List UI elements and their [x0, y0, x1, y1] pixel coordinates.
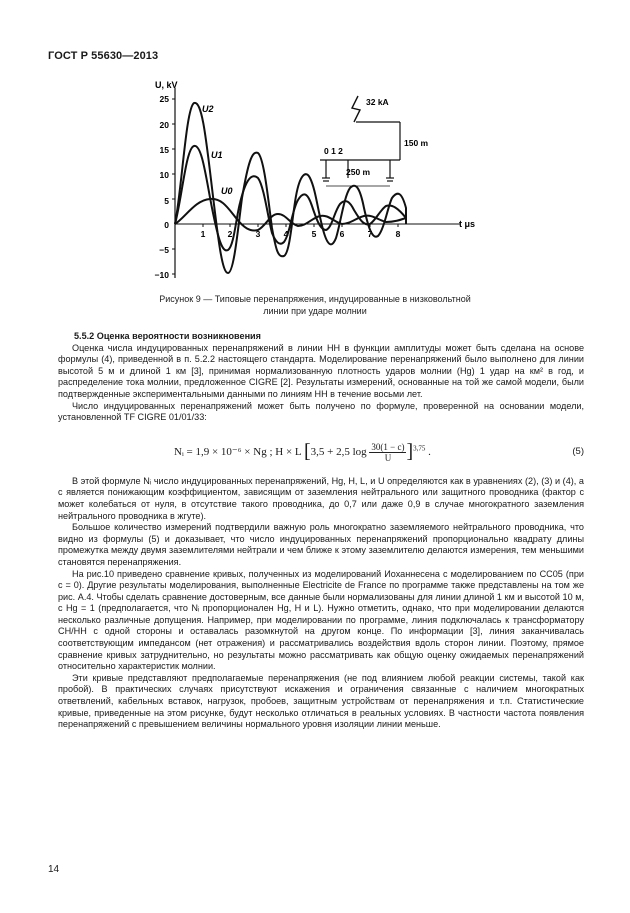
waveform-plot	[120, 78, 480, 283]
document-header: ГОСТ Р 55630—2013	[48, 50, 159, 62]
x-tick: 4	[283, 229, 289, 239]
y-tick: −5	[159, 245, 169, 255]
inset-distance-label: 250 m	[346, 167, 371, 177]
x-tick: 1	[200, 229, 206, 239]
inset-nodes-label: 0 1 2	[324, 146, 343, 156]
x-axis-label: t μs	[459, 219, 476, 229]
curve-label-u0: U0	[221, 186, 233, 196]
equation-fraction	[369, 442, 406, 463]
section-heading: 5.5.2 Оценка вероятности возникновения	[74, 331, 261, 341]
x-tick: 6	[339, 229, 345, 239]
fraction-numerator: 30(1 − c)	[371, 441, 405, 452]
page-number: 14	[48, 864, 60, 875]
paragraph: Эти кривые представляют предполагаемые перенапряжения (не под влиянием любой реакции системы, такой как пробой). В практических случаях присутствуют искажения и ограничения связанные с наличием многократных ответвлений, кабельных вставок, нагрузок, пробоев, защитным устройствам от перенапряжения и т.п. Статистические кривые, приведенные на этом рисунке, будут несколько отличаться в реальных условиях. В частности частота появления перенапряжений с превышением величины нормального уровня изоляции линии меньше.	[58, 672, 584, 730]
voltage-waveform-figure	[120, 78, 480, 283]
fraction-denominator: U	[384, 452, 392, 463]
equation-bracket-body: 3,5 + 2,5 log	[310, 445, 367, 458]
y-tick: 15	[159, 145, 169, 155]
y-axis-label: U, kV	[155, 80, 178, 90]
x-tick: 5	[311, 229, 317, 239]
x-tick: 7	[367, 229, 373, 239]
inset-height-label: 150 m	[404, 138, 429, 148]
caption-line: Рисунок 9 — Типовые перенапряжения, индуцированные в низковольтной	[159, 294, 471, 304]
equation-exponent: 3,75	[413, 444, 426, 453]
curve-label-u2: U2	[202, 104, 214, 114]
y-tick: 10	[159, 170, 169, 180]
x-tick: 2	[227, 229, 233, 239]
y-tick: −10	[154, 270, 169, 280]
paragraph: Большое количество измерений подтвердили важную роль многократно заземляемого нейтрального проводника, что видно из формулы (5) и доказывает, что число индуцированных перенапряжений пропорционально квадрату длины промежутка между двумя заземлителями нейтрали и чем ближе к этому заземлителю делаются измерения, тем меньшими становятся перенапряжения.	[58, 522, 584, 567]
figure-caption	[90, 293, 540, 317]
x-tick: 3	[255, 229, 261, 239]
equation-left: Nᵢ = 1,9 × 10⁻⁶ × Ng ; H × L	[174, 445, 302, 458]
y-tick: 0	[164, 220, 169, 230]
equation-number: (5)	[572, 445, 584, 457]
x-tick: 8	[395, 229, 401, 239]
curve-label-u1: U1	[211, 150, 223, 160]
equation-5	[58, 430, 584, 470]
y-tick: 25	[159, 94, 169, 104]
inset-current-label: 32 kA	[366, 97, 389, 107]
paragraph: Число индуцированных перенапряжений может быть получено по формуле, проверенной на основании модели, установленной TF CIGRE 01/01/33:	[58, 400, 584, 423]
caption-line: линии при ударе молнии	[263, 306, 367, 316]
paragraph: Оценка числа индуцированных перенапряжений в линии НН в функции амплитуды может быть сделана на основе формулы (4), приведенной в п. 5.2.2 настоящего стандарта. Моделирование перенапряжений было выполнено для линии высотой 5 м и длиной 1 км [3], принимая нормализованную плотность ударов молнии (Hg) 1 удар на км² в год, и распределение тока молнии, предложенное CIGRE [2]. Результаты измерений, основанные на той же самой модели, были подтвержденные экспериментальными данными по линиям НН в течение восьми лет.	[58, 342, 584, 399]
paragraph: В этой формуле Nᵢ число индуцированных перенапряжений, Hg, H, L, и U определяются как в уравнениях (2), (3) и (4), а с является понижающим коэффициентом, зависящим от заземления нейтрального или защитного проводника (фактор с может колебаться от нуля, в отсутствие такого проводника, до 0,7 или даже 0,9 в случае многократного заземления нейтрального проводника в жгуте).	[58, 475, 584, 521]
section-body	[58, 331, 584, 731]
lightning-bolt-icon	[352, 96, 360, 122]
paragraph: На рис.10 приведено сравнение кривых, полученных из моделирований Иоханнесена с моделированием по СС05 (при c = 0). Другие результаты моделирования, выполненные Electricite de France по программе также представлены на том же рис. А.4. Чтобы сделать сравнение достоверным, все данные были нормализованы для линии длиной 1 км и высотой 10 м, с Hg = 1 (предполагается, что Nᵢ пропорционален Hg, H и L). Нужно отметить, однако, что при моделировании делаются несколько различные допущения. Например, при моделировании по программе, линия подключалась к трансформатору СН/НН с одной стороны и оставалась разомкнутой на другом конце. По информации [3], линия заканчивалась соответствующим импедансом (нет отражения) и рассматривались воздействия вдоль сторон линии. Поэтому, прямое сравнение кривых затруднительно, но результаты можно рассматривать как общую оценку ожидаемых перенапряжений относительно характеристик молнии.	[58, 568, 584, 672]
y-tick: 20	[159, 120, 169, 130]
equation-formula: Nᵢ = 1,9 × 10⁻⁶ × Ng ; H × L [3,5 + 2,5 log $\frac{30(1 - c)}{U}$ ]$^{3,75}$ .	[174, 440, 431, 463]
y-tick: 5	[164, 196, 169, 206]
curve-u2	[175, 103, 406, 273]
